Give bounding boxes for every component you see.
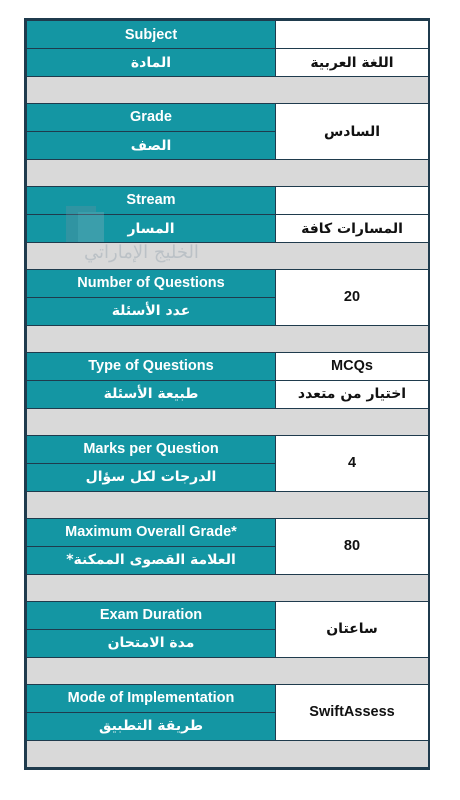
- stream-label-ar: المسار: [27, 214, 276, 242]
- spacer-cell: [27, 740, 429, 767]
- spacer-row: [27, 326, 429, 353]
- num-questions-label-ar: عدد الأسئلة: [27, 297, 276, 325]
- spacer-cell: [27, 243, 429, 270]
- type-questions-label-ar: طبيعة الأسئلة: [27, 380, 276, 408]
- stream-value: المسارات كافة: [276, 214, 429, 242]
- subject-row-en: [27, 21, 429, 49]
- spacer-cell: [27, 574, 429, 601]
- grade-label-en: Grade: [27, 103, 276, 131]
- duration-label-ar: مدة الامتحان: [27, 629, 276, 657]
- spacer-row: [27, 408, 429, 435]
- grade-label-ar: الصف: [27, 132, 276, 160]
- stream-label-en: Stream: [27, 186, 276, 214]
- mode-value: SwiftAssess: [276, 684, 429, 740]
- num-questions-label-en: Number of Questions: [27, 269, 276, 297]
- spacer-row: [27, 740, 429, 767]
- marks-label-en: Marks per Question: [27, 435, 276, 463]
- marks-row-en: [27, 435, 429, 463]
- spacer-cell: [27, 408, 429, 435]
- spacer-row: [27, 491, 429, 518]
- subject-label-ar: المادة: [27, 49, 276, 77]
- spacer-row: [27, 574, 429, 601]
- spacer-cell: [27, 657, 429, 684]
- spacer-cell: [27, 491, 429, 518]
- max-grade-label-en: Maximum Overall Grade*: [27, 518, 276, 546]
- type-questions-label-en: Type of Questions: [27, 352, 276, 380]
- grade-value: السادس: [276, 103, 429, 159]
- stream-row-en: [27, 186, 429, 214]
- spacer-cell: [27, 160, 429, 187]
- mode-label-en: Mode of Implementation: [27, 684, 276, 712]
- subject-row-ar: [27, 49, 429, 77]
- num-questions-value: 20: [276, 269, 429, 325]
- spacer-cell: [27, 326, 429, 353]
- spacer-row: [27, 77, 429, 104]
- subject-value: اللغة العربية: [276, 49, 429, 77]
- max-grade-row-en: [27, 518, 429, 546]
- type-questions-value-ar: اختيار من متعدد: [276, 380, 429, 408]
- subject-value-top: [276, 21, 429, 49]
- marks-label-ar: الدرجات لكل سؤال: [27, 463, 276, 491]
- type-questions-row-en: [27, 352, 429, 380]
- duration-label-en: Exam Duration: [27, 601, 276, 629]
- type-questions-row-ar: [27, 380, 429, 408]
- mode-row-en: [27, 684, 429, 712]
- exam-info-table: [26, 20, 429, 768]
- mode-label-ar: طريقة التطبيق: [27, 712, 276, 740]
- max-grade-value: 80: [276, 518, 429, 574]
- duration-row-en: [27, 601, 429, 629]
- max-grade-label-ar: العلامة القصوى الممكنة*: [27, 546, 276, 574]
- stream-value-top: [276, 186, 429, 214]
- watermark-text: الخليج الإماراتي: [84, 242, 199, 263]
- stream-row-ar: [27, 214, 429, 242]
- spacer-row: [27, 243, 429, 270]
- type-questions-value-en: MCQs: [276, 352, 429, 380]
- num-questions-row-en: [27, 269, 429, 297]
- spacer-row: [27, 160, 429, 187]
- marks-value: 4: [276, 435, 429, 491]
- subject-label-en: Subject: [27, 21, 276, 49]
- grade-row-en: [27, 103, 429, 131]
- exam-info-sheet: [24, 18, 430, 770]
- duration-value: ساعتان: [276, 601, 429, 657]
- spacer-cell: [27, 77, 429, 104]
- spacer-row: [27, 657, 429, 684]
